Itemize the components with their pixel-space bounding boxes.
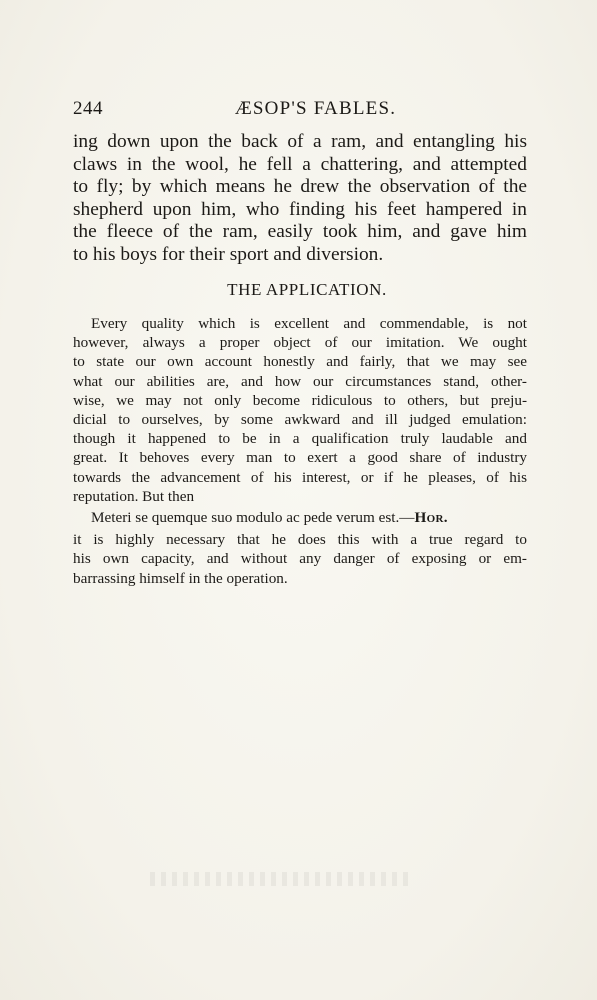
application-line: wise, we may not only become ridiculous to others, but preju-	[73, 391, 527, 409]
fable-line: to his boys for their sport and diversion.	[73, 243, 384, 265]
application-line: towards the advancement of his interest, or if he pleases, of his	[73, 468, 527, 486]
application-heading: THE APPLICATION.	[227, 280, 387, 299]
fable-text	[73, 131, 527, 267]
fable-line: claws in the wool, he fell a chattering, and attempted	[73, 153, 527, 175]
application-line: to state our own account honestly and fairly, that we may see	[73, 353, 527, 371]
application-text	[73, 314, 527, 588]
fable-line: shepherd upon him, who finding his feet hampered in	[73, 198, 527, 220]
application-line: barrassing himself in the operation.	[73, 569, 288, 587]
running-title: ÆSOP'S FABLES.	[234, 98, 397, 119]
quotation-text: Meteri se quemque suo modulo ac pede verum est.—	[91, 509, 415, 527]
application-line: it is highly necessary that he does this with a true regard to	[73, 531, 527, 549]
application-line: however, always a proper object of our imitation. We ought	[73, 334, 527, 352]
application-line: what our abilities are, and how our circumstances stand, other-	[73, 372, 527, 390]
application-line: Every quality which is excellent and commendable, is not	[91, 315, 527, 332]
application-line: though it happened to be in a qualification truly laudable and	[73, 430, 527, 448]
fable-line: ing down upon the back of a ram, and entangling his	[73, 131, 527, 152]
quotation-author: Hor.	[414, 509, 448, 527]
application-line: reputation. But then	[73, 487, 195, 505]
application-line: great. It behoves every man to exert a good share of industry	[73, 449, 527, 467]
show-through-bleed	[150, 872, 410, 886]
latin-quotation	[73, 506, 527, 530]
fable-line: to fly; by which means he drew the observation of the	[73, 176, 527, 198]
application-line: his own capacity, and without any danger of exposing or em-	[73, 550, 527, 568]
fable-line: the fleece of the ram, easily took him, and gave him	[73, 221, 527, 243]
application-line: dicial to ourselves, by some awkward and ill judged emulation:	[73, 411, 527, 429]
running-head	[73, 98, 528, 122]
page-number: 244	[73, 98, 103, 119]
